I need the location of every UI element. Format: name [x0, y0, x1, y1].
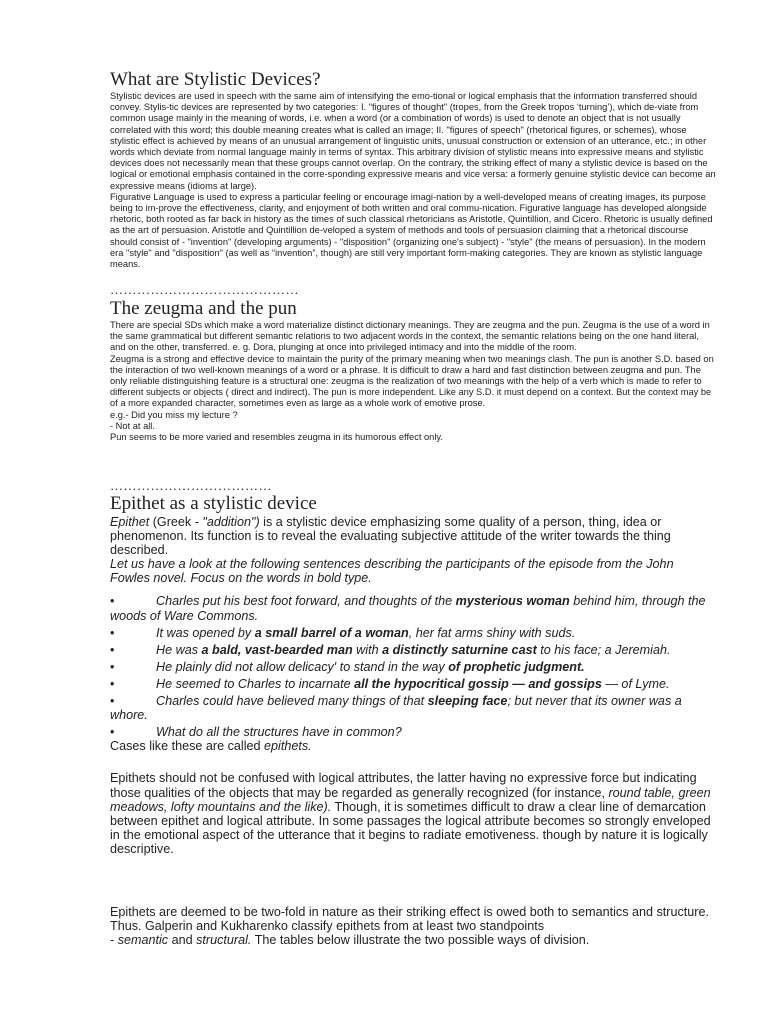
section-stylistic-devices	[110, 69, 716, 270]
heading-stylistic-devices: What are Stylistic Devices?	[110, 69, 321, 90]
list-item: • Charles could have believed many things of that sleeping face; but never that its owner was a whore.	[110, 694, 682, 723]
paragraph-pun-conclusion: Pun seems to be more varied and resembles zeugma in its humorous effect only.	[110, 432, 443, 443]
list-item: • Charles put his best foot forward, and thoughts of the mysterious woman behind him, through the woods of Ware Commons.	[110, 594, 706, 623]
separator-2: ………………………………	[110, 482, 272, 493]
list-item: • He plainly did not allow delicacy' to stand in the way of prophetic judgment.	[110, 659, 585, 674]
example-list	[110, 594, 716, 739]
separator-1: ……………………………………	[110, 286, 299, 297]
heading-zeugma-pun: The zeugma and the pun	[110, 298, 297, 319]
paragraph-zeugma-device: Zeugma is a strong and effective device to maintain the purity of the primary meaning when two meanings clash. The pun is another S.D. based on the interaction of two well-known meanings of a word or a phrase. It is difficult to draw a hard and fast distinction between zeugma and pun. The only reliable distinguishing feature is a structural one: zeugma is the realization of two meanings with the help of a verb which is made to refer to different subjects or objects ( direct and indirect). The pun is more independent. Like any S.D. it must depend on a context. But the context may be of a more expanded character, sometimes even as large as a whole work of emotive prose.	[110, 353, 714, 409]
paragraph-figurative-language: Figurative Language is used to express a particular feeling or encourage imagi-nation by a well-developed means of creating images, its purpose being to im-prove the effectiveness, clarity, and enjoyment of both written and oral commu-nication. Figurative language has developed alongside rhetoric, both rooted as far back in history as the times of such classical rhetoricians as Aristotle, Quintillion, and Cicero. Rhetoric is usually defined as the art of persuasion. Aristotle and Quintillion de-veloped a system of methods and tools of persuasion claiming that a rhetorical discourse should consist of - "invention" (developing arguments) - "disposition" (organizing one's subject) - "style" (the means of persuasion). In the modern era "style" and "disposition" (as well as “invention”, though) are still very important form-making categories. They are known as stylistic language means.	[110, 191, 713, 270]
bullet-icon: •	[110, 725, 115, 740]
list-item: • What do all the structures have in common?	[110, 725, 402, 740]
paragraph-logical-attributes: Epithets should not be confused with logical attributes, the latter having no expressive force but indicating those qualities of the objects that may be regarded as generally recognized (for instance, round table, green meadows, lofty mountains and the like). Though, it is sometimes difficult to draw a clear line of demarcation between epithet and logical attribute. In some passages the logical attribute becomes so strongly enveloped in the emotional aspect of the utterance that it begins to radiate emotiveness. though by nature it is logically descriptive.	[110, 771, 711, 856]
paragraph-cases: Cases like these are called epithets.	[110, 739, 312, 754]
bullet-icon: •	[110, 625, 115, 640]
bullet-icon: •	[110, 694, 115, 709]
epithet-term: Epithet	[110, 515, 150, 529]
example-line-1: e.g.- Did you miss my lecture ?	[110, 409, 238, 420]
paragraph-epithet-definition: Epithet (Greek - "addition") is a stylistic device emphasizing some quality of a person, thing, idea or phenomenon. Its function is to reveal the evaluating subjective attitude of the writer towards the thing described.	[110, 515, 671, 558]
section-epithet	[110, 493, 716, 947]
list-item: • It was opened by a small barrel of a woman, her fat arms shiny with suds.	[110, 625, 576, 640]
paragraph-zeugma-intro: There are special SDs which make a word materialize distinct dictionary meanings. They are zeugma and the pun. Zeugma is the use of a word in the same grammatical but different semantic relations to two adjacent words in the context, the semantic relations being on the one hand literal, and on the other, transferred. e. g. Dora, plunging at once into privileged intimacy and into the middle of the room.	[110, 320, 710, 353]
paragraph-stylistic-devices: Stylistic devices are used in speech with the same aim of intensifying the emo-tional or logical emphasis that the information transferred should convey. Stylis-tic devices are represented by two categories: I. "figures of thought" (tropes, from the Greek tropos ‘turning’), which de-viate from common usage mainly in the meaning of words, i.e. when a word (or a combination of words) is used to denote an object that is not usually correlated with this word; this double meaning creates what is called an image; II. "figures of speech" (rhetorical figures, or schemes), whose stylistic effect is achieved by means of an unusual arrangement of linguistic units, unusual construction or extension of an utterance, etc.; in other words which deviate from normal language mainly in terms of syntax. This arbitrary division of stylistic means into expressive means and stylistic devices does not necessarily mean that these groups cannot overlap. On the contrary, the striking effect of many a stylistic device is based on the logical or emotional emphasis contained in the corre-sponding expressive means and vice versa: a formerly genuine stylistic device can become an expressive means (idioms at large).	[110, 91, 716, 191]
list-item: • He seemed to Charles to incarnate all the hypocritical gossip — and gossips — of Lyme.	[110, 676, 670, 691]
example-line-2: - Not at all.	[110, 420, 155, 431]
bullet-icon: •	[110, 659, 115, 674]
section-zeugma-pun	[110, 298, 716, 443]
bullet-icon: •	[110, 642, 115, 657]
bullet-icon: •	[110, 676, 115, 691]
paragraph-two-fold: Epithets are deemed to be two-fold in nature as their striking effect is owed both to semantics and structure. Thus. Galperin and Kukharenko classify epithets from at least two standpoints - semantic and structural. The tables below illustrate the two possible ways of division.	[110, 904, 709, 948]
bullet-icon: •	[110, 594, 115, 609]
paragraph-instruction: Let us have a look at the following sentences describing the participants of the episode from the John Fowles novel. Focus on the words in bold type.	[110, 557, 674, 586]
list-item: • He was a bald, vast-bearded man with a distinctly saturnine cast to his face; a Jeremiah.	[110, 642, 671, 657]
heading-epithet: Epithet as a stylistic device	[110, 493, 317, 514]
